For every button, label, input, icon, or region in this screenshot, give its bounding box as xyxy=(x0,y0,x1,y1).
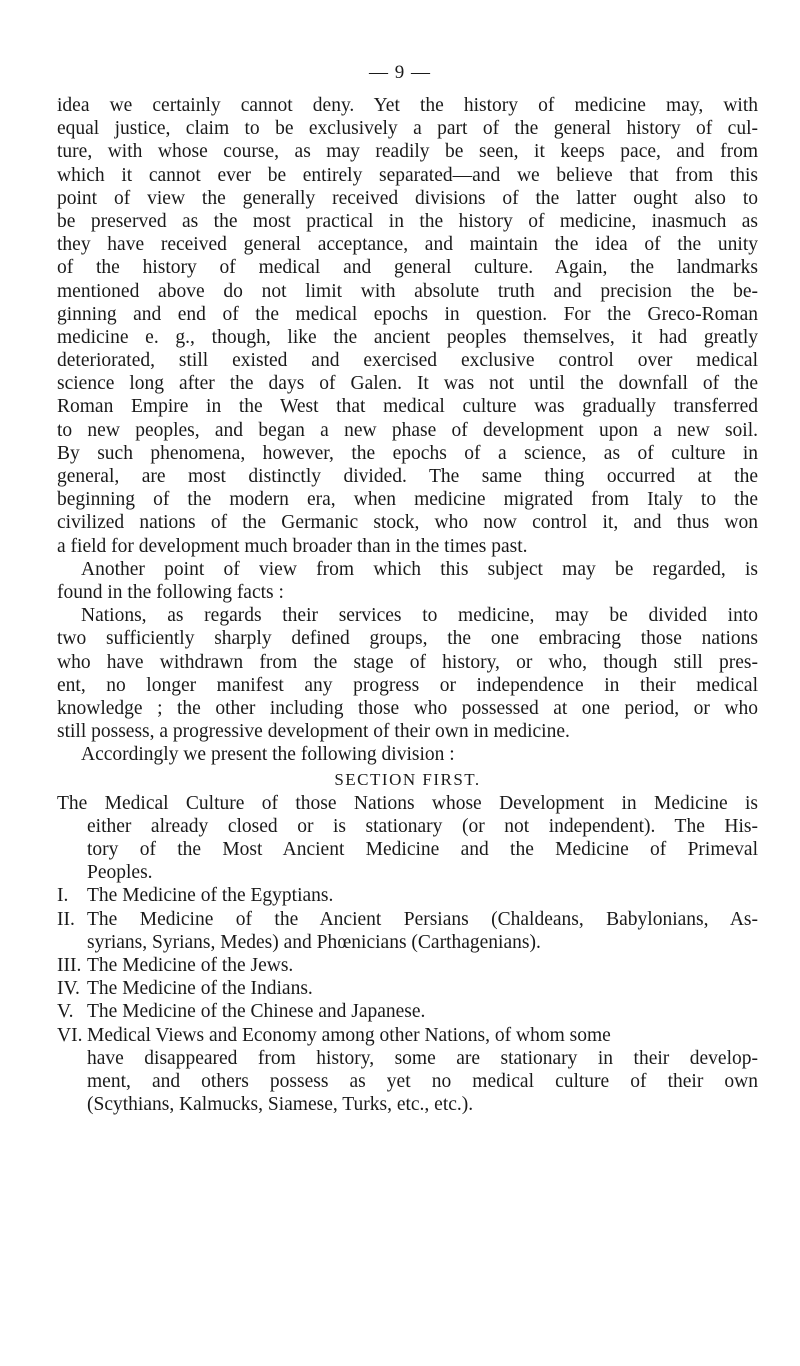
text-line: knowledge ; the other including those who possessed at one period, or who xyxy=(57,697,758,719)
item-text: Medical Views and Economy among other Nations, of whom some xyxy=(87,1024,611,1046)
text-line: Another point of view from which this subject may be regarded, is xyxy=(81,558,758,580)
text-line: ent, no longer manifest any progress or independence in their medical xyxy=(57,674,758,696)
text-line: be preserved as the most practical in the history of medicine, inasmuch as xyxy=(57,210,758,232)
text-line: who have withdrawn from the stage of history, or who, though still pres- xyxy=(57,651,758,673)
text-line: to new peoples, and began a new phase of development upon a new soil. xyxy=(57,419,758,441)
text-line: ginning and end of the medical epochs in question. For the Greco-Roman xyxy=(57,303,758,325)
text-line: Roman Empire in the West that medical culture was gradually transferred xyxy=(57,396,758,418)
paragraph-1 xyxy=(57,94,758,1116)
list-item xyxy=(57,1000,758,1023)
item-numeral: VI. xyxy=(57,1024,83,1046)
item-text: The Medicine of the Egyptians. xyxy=(87,885,334,907)
text-line: beginning of the modern era, when medicine migrated from Italy to the xyxy=(57,489,758,511)
list-item xyxy=(57,954,758,977)
item-continuation: have disappeared from history, some are stationary in their develop- xyxy=(87,1047,758,1069)
text-line: science long after the days of Galen. It was not until the downfall of the xyxy=(57,373,758,395)
text-line: medicine e. g., though, like the ancient peoples themselves, it had greatly xyxy=(57,326,758,348)
item-numeral: III. xyxy=(57,954,82,976)
list-item xyxy=(57,977,758,1000)
text-line: found in the following facts : xyxy=(57,581,284,603)
text-line: equal justice, claim to be exclusively a part of the general history of cul- xyxy=(57,118,758,140)
item-text: The Medicine of the Chinese and Japanese. xyxy=(87,1001,426,1023)
list-item xyxy=(57,908,758,931)
section-heading: SECTION FIRST. xyxy=(334,770,481,790)
text-line: two sufficiently sharply defined groups, the one embracing those nations xyxy=(57,628,758,650)
text-line: deteriorated, still existed and exercised exclusive control over medical xyxy=(57,350,758,372)
item-continuation: ment, and others possess as yet no medical culture of their own xyxy=(87,1070,758,1092)
item-text: The Medicine of the Jews. xyxy=(87,954,294,976)
section-intro-line: Peoples. xyxy=(87,862,153,884)
list-item xyxy=(57,1024,758,1047)
item-numeral: IV. xyxy=(57,978,80,1000)
item-continuation: (Scythians, Kalmucks, Siamese, Turks, etc., etc.). xyxy=(87,1094,474,1116)
list-item xyxy=(57,884,758,907)
text-line: Nations, as regards their services to medicine, may be divided into xyxy=(81,605,758,627)
item-numeral: II. xyxy=(57,908,75,930)
item-text: The Medicine of the Indians. xyxy=(87,978,313,1000)
text-line: general, are most distinctly divided. The same thing occurred at the xyxy=(57,466,758,487)
text-line: of the history of medical and general culture. Again, the landmarks xyxy=(57,257,758,279)
text-line: ture, with whose course, as may readily be seen, it keeps pace, and from xyxy=(57,141,758,163)
item-numeral: V. xyxy=(57,1001,74,1023)
text-line: they have received general acceptance, and maintain the idea of the unity xyxy=(57,234,758,256)
text-line: still possess, a progressive development of their own in medicine. xyxy=(57,721,570,743)
text-line: idea we certainly cannot deny. Yet the history of medicine may, with xyxy=(57,95,758,116)
text-line: which it cannot ever be entirely separated—and we believe that from this xyxy=(57,164,758,186)
item-continuation: syrians, Syrians, Medes) and Phœnicians (Carthagenians). xyxy=(87,931,541,953)
section-intro-line: either already closed or is stationary (or not independent). The His- xyxy=(87,815,758,837)
item-numeral: I. xyxy=(57,885,69,907)
text-line: point of view the generally received divisions of the latter ought also to xyxy=(57,187,758,209)
section-intro-line: The Medical Culture of those Nations whose Development in Medicine is xyxy=(57,792,758,814)
text-line: mentioned above do not limit with absolute truth and precision the be- xyxy=(57,280,758,302)
section-intro-line: tory of the Most Ancient Medicine and the Medicine of Primeval xyxy=(87,839,758,860)
text-line: a field for development much broader than in the times past. xyxy=(57,535,528,557)
text-line: Accordingly we present the following division : xyxy=(81,744,455,766)
text-line: By such phenomena, however, the epochs of a science, as of culture in xyxy=(57,442,758,464)
page-number: — 9 — xyxy=(369,62,431,83)
text-line: civilized nations of the Germanic stock, who now control it, and thus won xyxy=(57,512,758,534)
item-text: The Medicine of the Ancient Persians (Chaldeans, Babylonians, As- xyxy=(87,908,758,930)
